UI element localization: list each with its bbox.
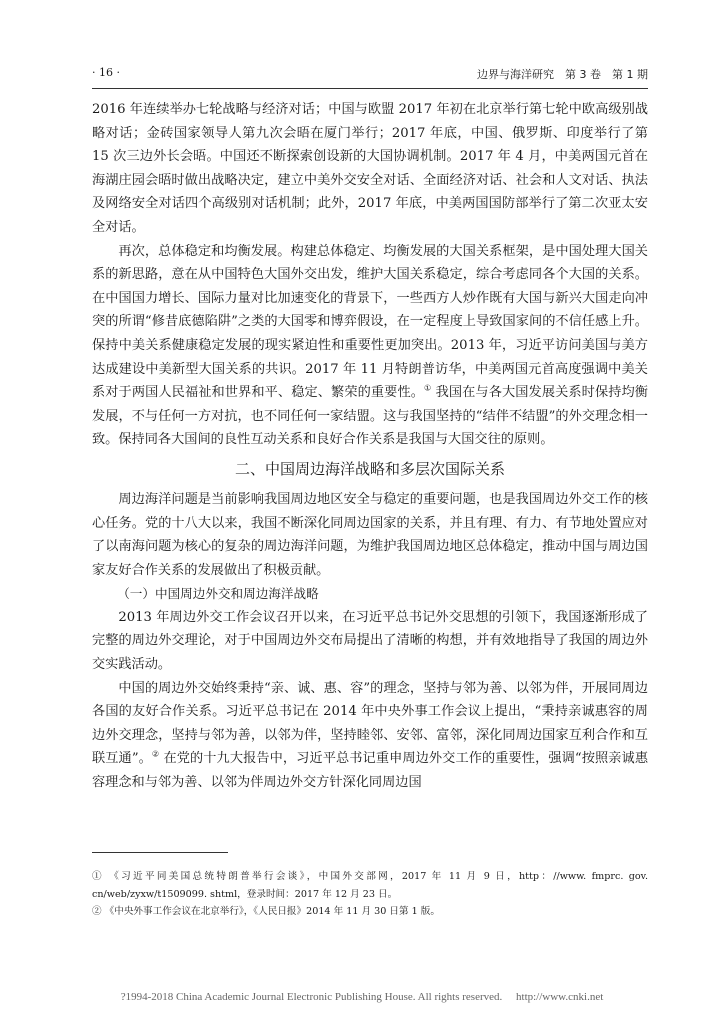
footnote-1: ① 《习近平同美国总统特朗普举行会谈》，中国外交部网，2017 年 11 月 9 日，http：//www. fmprc. gov. cn/web/zyxw/t1509099. shtml，登录时间：2017 年 12 月 23 日。 (92, 871, 648, 900)
paragraph-2-text-b: 我国在与各大国发展关系时保持均衡发展，不与任何一方对抗，也不同任何一家结盟。这与我国坚持的“结伴不结盟”的外交理念相一致。保持同各大国间的良性互动关系和良好合作关系是我国与大国交往的原则。 (92, 385, 648, 448)
footnotes (92, 868, 648, 921)
paragraph-5-text-a: 中国的周边外交始终秉持“亲、诚、惠、容”的理念，坚持与邻为善、以邻为伴，开展同周边各国的友好合作关系。习近平总书记在 2014 年中央外事工作会议上提出，“秉持亲诚惠容的周边外交理念，坚持与邻为善，以邻为伴，坚持睦邻、安邻、富邻，深化同周边国家互利合作和互联互通”。 (92, 680, 648, 767)
article-body (92, 98, 648, 795)
paragraph-2 (92, 240, 648, 452)
copyright-line: ?1994-2018 China Academic Journal Electronic Publishing House. All rights reserved. http://www.cnki.net (120, 991, 604, 1003)
paragraph-5-text-b: 在党的十九大报告中，习近平总书记重申周边外交工作的重要性，强调“按照亲诚惠容理念和与邻为善、以邻为伴周边外交方针深化同周边国 (92, 751, 649, 791)
header-rule (92, 88, 648, 89)
paragraph-5 (92, 677, 648, 795)
journal-title: 边界与海洋研究 第 3 卷 第 1 期 (477, 68, 648, 81)
running-header (92, 66, 648, 84)
paragraph-1: 2016 年连续举办七轮战略与经济对话；中国与欧盟 2017 年初在北京举行第七轮中欧高级别战略对话；金砖国家领导人第九次会晤在厦门举行；2017 年底，中国、俄罗斯、印度举行了第 15 次三边外长会晤。中国还不断探索创设新的大国协调机制。2017 年 4 月，中美两国元首在海湖庄园会晤时做出战略决定，建立中美外交安全对话、全面经济对话、社会和人文对话、执法及网络安全对话四个高级别对话机制；此外，2017 年底，中美两国国防部举行了第二次亚太安全对话。 (92, 102, 648, 235)
paragraph-3: 周边海洋问题是当前影响我国周边地区安全与稳定的重要问题，也是我国周边外交工作的核心任务。党的十八大以来，我国不断深化同周边国家的关系，并且有理、有力、有节地处置应对了以南海问题为核心的复杂的周边海洋问题，为维护我国周边地区总体稳定，推动中国与周边国家友好合作关系的发展做出了积极贡献。 (92, 491, 648, 578)
footnote-2: ② 《中央外事工作会议在北京举行》，《人民日报》2014 年 11 月 30 日第 1 版。 (92, 906, 440, 917)
footnote-ref-2[interactable]: ② (151, 750, 160, 760)
paragraph-4: 2013 年周边外交工作会议召开以来，在习近平总书记外交思想的引领下，我国逐渐形成了完整的周边外交理论，对于中国周边外交布局提出了清晰的构想，并有效地指导了我国的周边外交实践活动。 (92, 609, 648, 673)
section-heading: 二、中国周边海洋战略和多层次国际关系 (234, 459, 505, 478)
paragraph-2-text-a: 再次，总体稳定和均衡发展。构建总体稳定、均衡发展的大国关系框架，是中国处理大国关系的新思路，意在从中国特色大国外交出发，维护大国关系稳定，综合考虑同各个大国的关系。在中国国力增长、国际力量对比加速变化的背景下，一些西方人炒作既有大国与新兴大国走向冲突的所谓“修昔底德陷阱”之类的大国零和博弈假设，在一定程度上导致国家间的不信任感上升。保持中美关系健康稳定发展的现实紧迫性和重要性更加突出。2013 年，习近平访问美国与美方达成建设中美新型大国关系的共识。2017 年 11 月特朗普访华，中美两国元首高度强调中美关系对于两国人民福祉和世界和平、稳定、繁荣的重要性。 (92, 243, 648, 401)
footnote-rule (92, 852, 228, 853)
footnote-ref-1[interactable]: ① (424, 383, 432, 393)
subheading: （一）中国周边外交和周边海洋战略 (117, 586, 319, 602)
page-number: · 16 · (92, 66, 120, 79)
